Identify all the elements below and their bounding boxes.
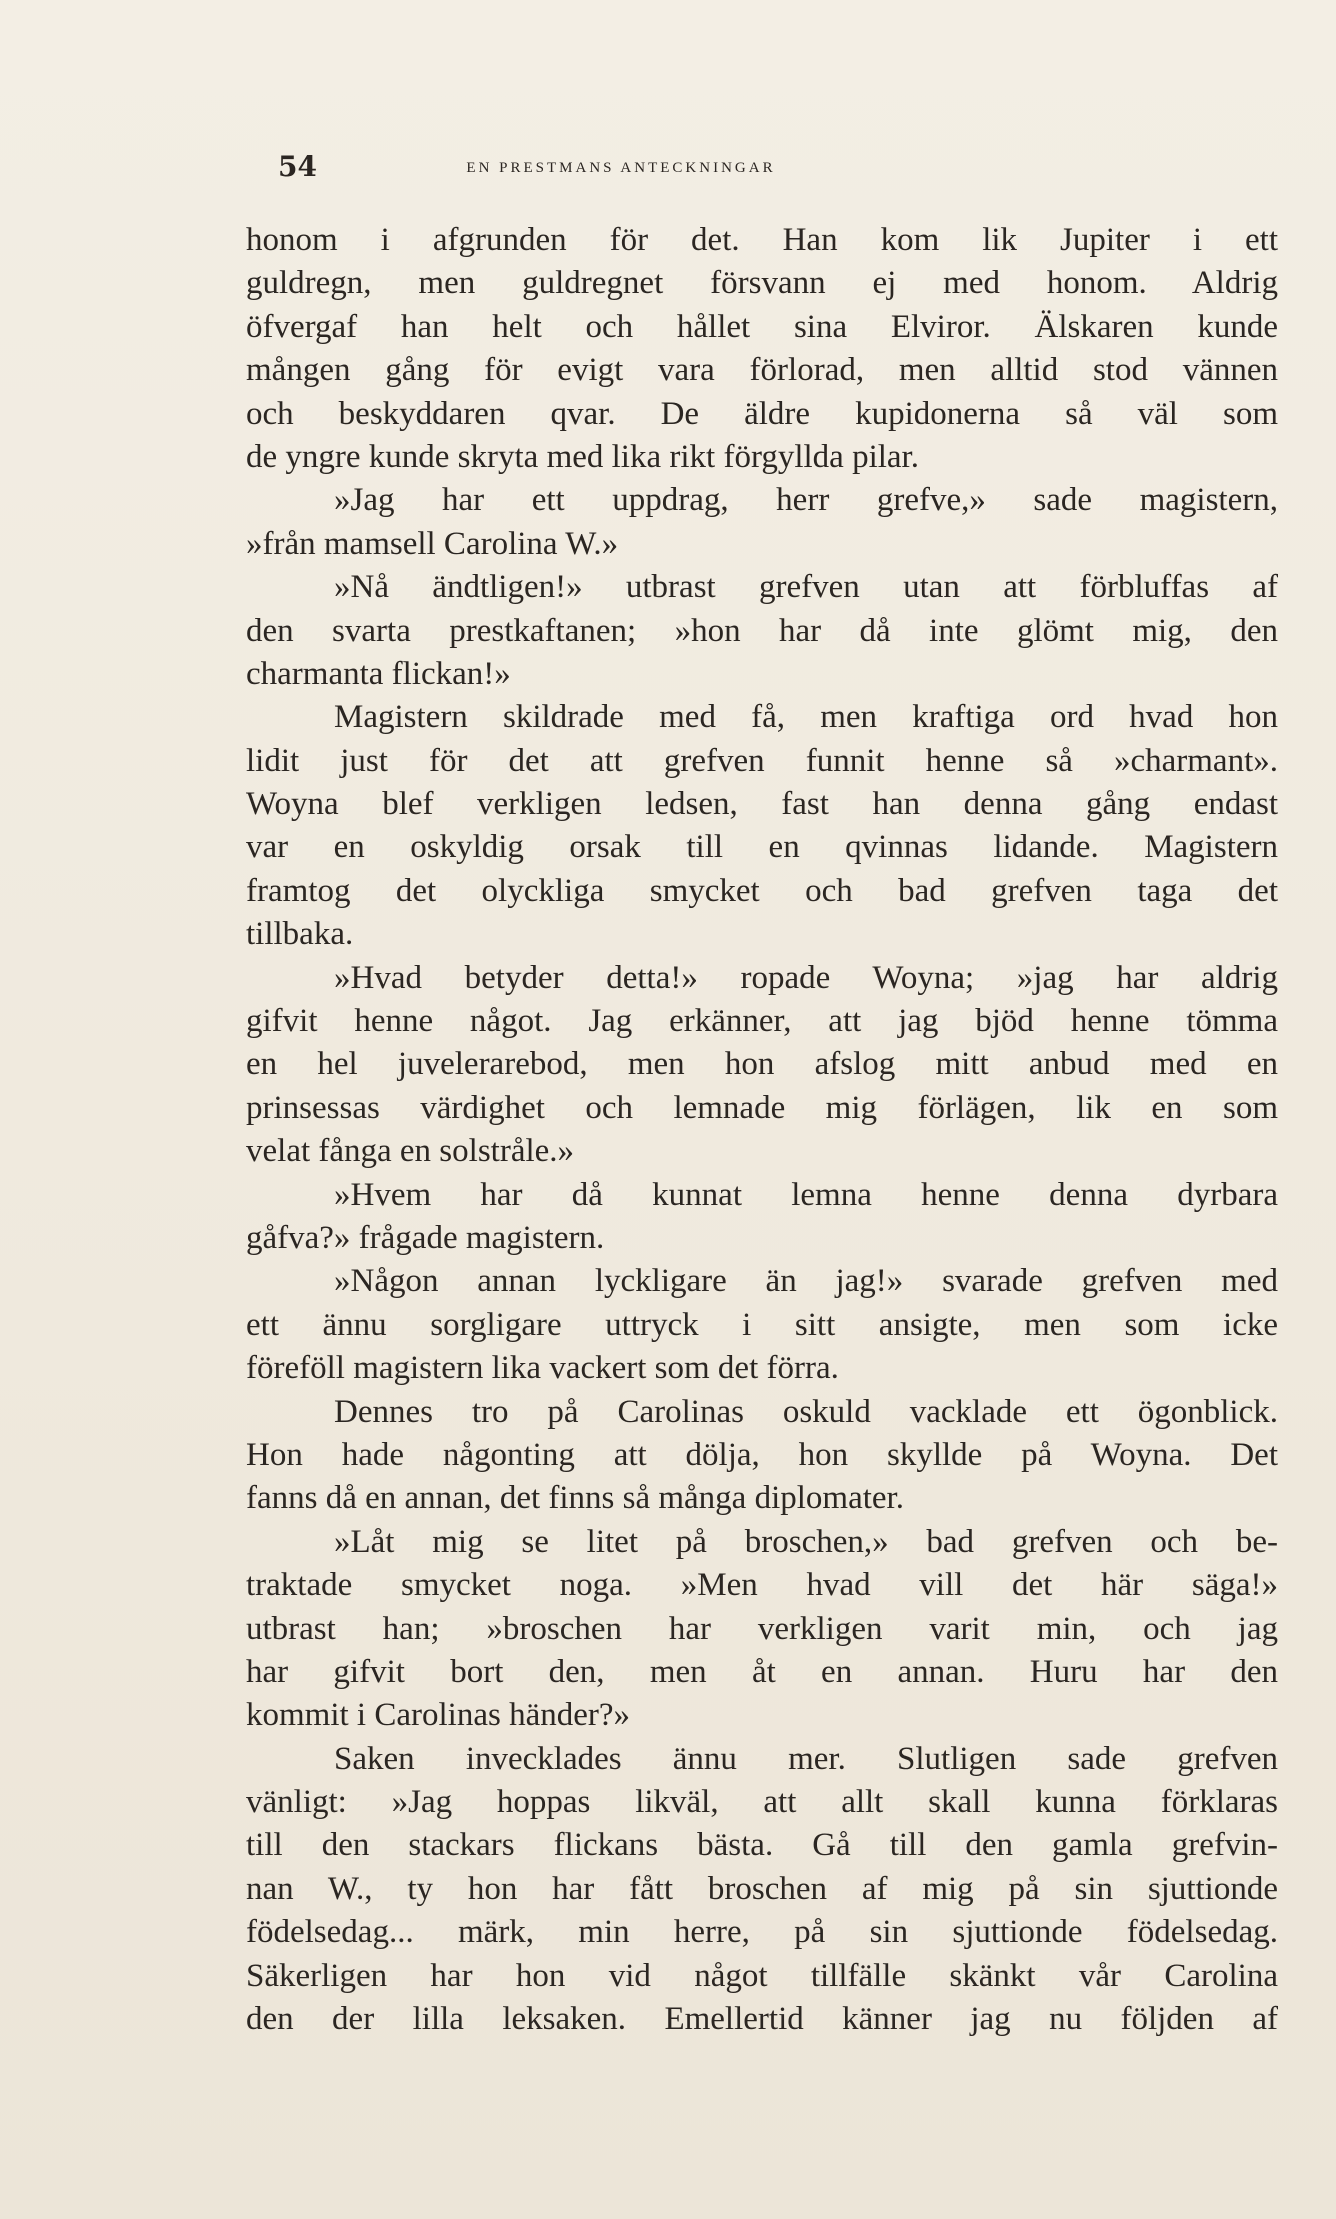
text-line: var en oskyldig orsak till en qvinnas lidande. Magistern (246, 829, 1278, 866)
text-line: födelsedag... märk, min herre, på sin sjuttionde födelsedag. (246, 1914, 1278, 1951)
text-line: Woyna blef verkligen ledsen, fast han denna gång endast (246, 786, 1278, 823)
text-line: vänligt: »Jag hoppas likväl, att allt skall kunna förklaras (246, 1784, 1278, 1821)
text-line: utbrast han; »broschen har verkligen varit min, och jag (246, 1610, 1278, 1647)
text-line: den svarta prestkaftanen; »hon har då inte glömt mig, den (246, 612, 1278, 649)
text-line: den der lilla leksaken. Emellertid känner jag nu följden af (246, 2001, 1278, 2038)
text-line: »Hvem har då kunnat lemna henne denna dyrbara (334, 1176, 1278, 1213)
text-line: honom i afgrunden för det. Han kom lik Jupiter i ett (246, 222, 1278, 258)
text-line: öfvergaf han helt och hållet sina Elviror. Älskaren kunde (246, 308, 1278, 345)
page-header (246, 150, 996, 190)
text-line: de yngre kunde skryta med lika rikt förgyllda pilar. (246, 438, 919, 475)
text-line: mången gång för evigt vara förlorad, men alltid stod vännen (246, 352, 1278, 389)
page-number: 54 (278, 150, 317, 183)
running-title: EN PRESTMANS ANTECKNINGAR (466, 160, 776, 176)
text-line: Saken invecklades ännu mer. Slutligen sade grefven (334, 1740, 1278, 1777)
text-line: Dennes tro på Carolinas oskuld vacklade ett ögonblick. (334, 1393, 1278, 1430)
text-line: gåfva?» frågade magistern. (246, 1219, 605, 1256)
text-line: kommit i Carolinas händer?» (246, 1697, 630, 1734)
text-line: föreföll magistern lika vackert som det förra. (246, 1350, 839, 1387)
text-line: guldregn, men guldregnet försvann ej med honom. Aldrig (246, 265, 1278, 302)
text-line: till den stackars flickans bästa. Gå till den gamla grefvin- (246, 1827, 1278, 1864)
text-line: »Jag har ett uppdrag, herr grefve,» sade magistern, (334, 482, 1278, 519)
text-line: en hel juvelerarebod, men hon afslog mitt anbud med en (246, 1046, 1278, 1083)
body-text (246, 219, 1278, 2041)
text-line: traktade smycket noga. »Men hvad vill det här säga!» (246, 1567, 1278, 1604)
text-line: charmanta flickan!» (246, 655, 511, 692)
text-line: fanns då en annan, det finns så många diplomater. (246, 1480, 904, 1517)
text-line: lidit just för det att grefven funnit henne så »charmant». (246, 742, 1278, 779)
text-line: Hon hade någonting att dölja, hon skyllde på Woyna. Det (246, 1436, 1278, 1473)
text-line: Säkerligen har hon vid något tillfälle skänkt vår Carolina (246, 1957, 1278, 1994)
text-line: »från mamsell Carolina W.» (246, 525, 619, 562)
text-line: »Hvad betyder detta!» ropade Woyna; »jag har aldrig (334, 959, 1278, 996)
text-line: har gifvit bort den, men åt en annan. Huru har den (246, 1653, 1278, 1690)
text-line: nan W., ty hon har fått broschen af mig på sin sjuttionde (246, 1870, 1278, 1907)
text-line: »Någon annan lyckligare än jag!» svarade grefven med (334, 1263, 1278, 1300)
text-line: ett ännu sorgligare uttryck i sitt ansigte, men som icke (246, 1306, 1278, 1343)
text-line: och beskyddaren qvar. De äldre kupidonerna så väl som (246, 395, 1278, 432)
text-line: tillbaka. (246, 916, 354, 953)
text-line: framtog det olyckliga smycket och bad grefven taga det (246, 872, 1278, 909)
text-line: velat fånga en solstråle.» (246, 1133, 575, 1170)
text-line: »Låt mig se litet på broschen,» bad grefven och be- (334, 1523, 1278, 1560)
text-line: gifvit henne något. Jag erkänner, att jag bjöd henne tömma (246, 1003, 1278, 1040)
text-line: Magistern skildrade med få, men kraftiga ord hvad hon (334, 699, 1278, 736)
text-line: »Nå ändtligen!» utbrast grefven utan att förbluffas af (334, 569, 1278, 606)
text-line: prinsessas värdighet och lemnade mig förlägen, lik en som (246, 1089, 1278, 1126)
